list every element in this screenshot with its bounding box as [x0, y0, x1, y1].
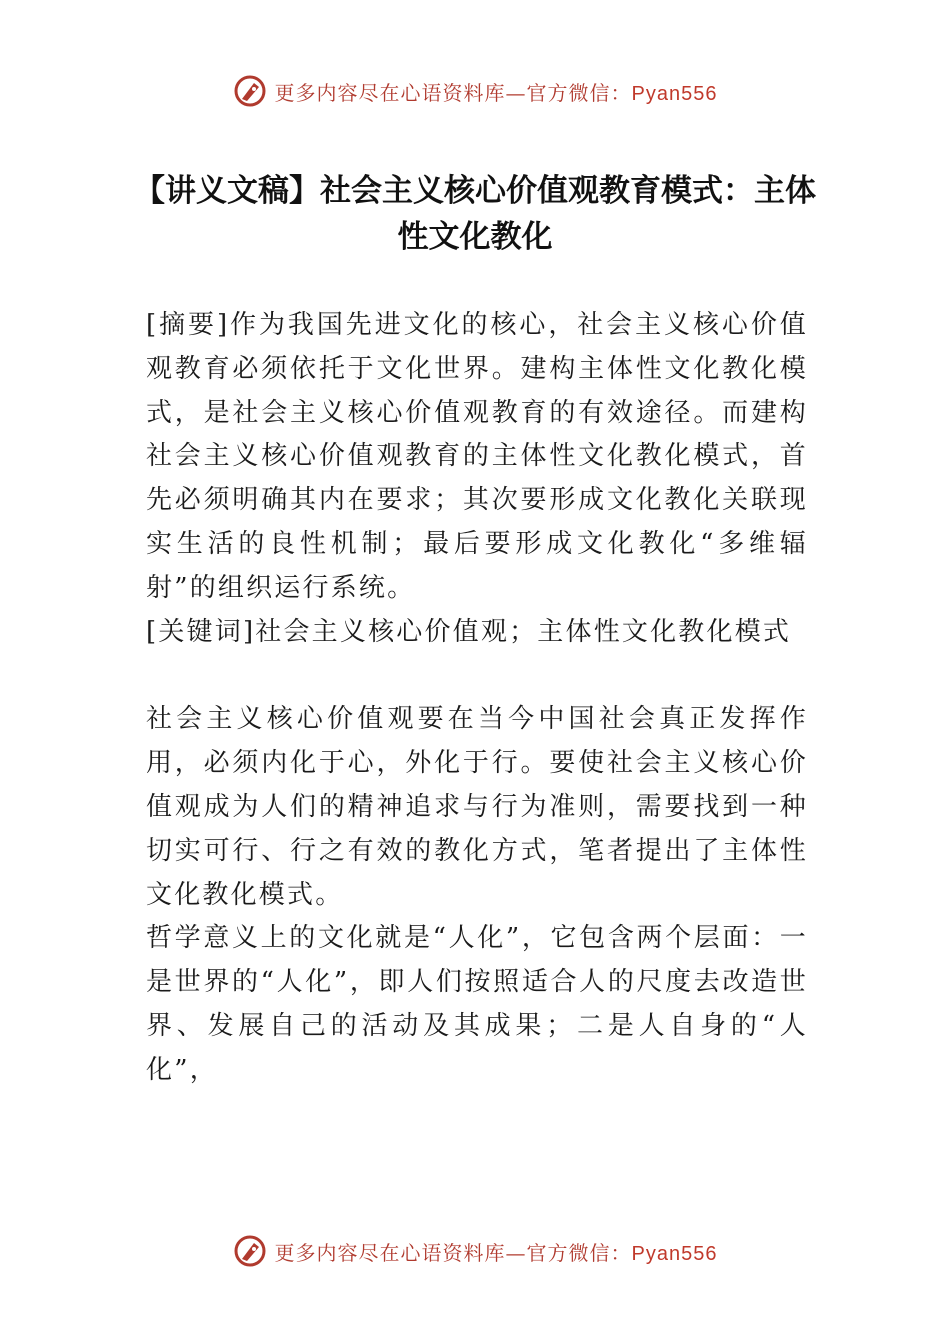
- body-paragraph: 社会主义核心价值观要在当今中国社会真正发挥作用，必须内化于心，外化于行。要使社会主义核心价值观成为人们的精神追求与行为准则，需要找到一种切实可行、行之有效的教化方式，笔者提出了主体性文化教化模式。: [146, 704, 808, 910]
- body-paragraph: 哲学意义上的文化就是“人化”，它包含两个层面：一是世界的“人化”，即人们按照适合人的尺度去改造世界、发展自己的活动及其成果；二是人自身的“人化”，: [146, 923, 808, 1085]
- footer-banner: [0, 1234, 950, 1268]
- document-body: [146, 304, 808, 1093]
- keywords-paragraph: [关键词]社会主义核心价值观；主体性文化教化模式: [146, 616, 792, 647]
- header-banner-text: 更多内容尽在心语资料库—官方微信：Pyan556: [274, 80, 718, 105]
- document-title: 【讲义文稿】社会主义核心价值观教育模式：主体性文化教化: [134, 173, 816, 255]
- pen-nib-logo-icon: [233, 1234, 267, 1268]
- header-wechat-id: Pyan556: [631, 82, 718, 105]
- footer-banner-text: 更多内容尽在心语资料库—官方微信：Pyan556: [274, 1240, 718, 1265]
- header-banner: [0, 74, 950, 108]
- pen-nib-logo-icon: [233, 74, 267, 108]
- abstract-paragraph: [摘要]作为我国先进文化的核心，社会主义核心价值观教育必须依托于文化世界。建构主体性文化教化模式，是社会主义核心价值观教育的有效途径。而建构社会主义核心价值观教育的主体性文化教化模式，首先必须明确其内在要求；其次要形成文化教化关联现实生活的良性机制；最后要形成文化教化“多维辐射”的组织运行系统。: [146, 310, 808, 603]
- footer-wechat-id: Pyan556: [631, 1242, 718, 1265]
